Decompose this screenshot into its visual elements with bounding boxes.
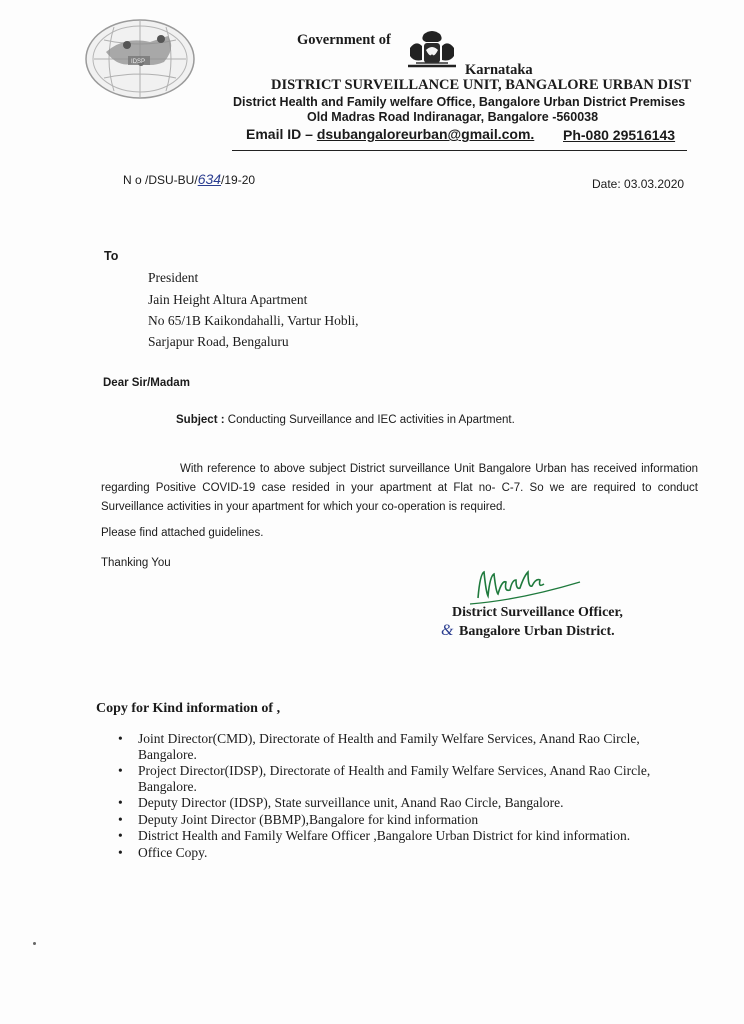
list-item: • Deputy Joint Director (BBMP),Bangalore for kind information bbox=[116, 812, 696, 828]
recipient-line: Jain Height Altura Apartment bbox=[148, 292, 308, 307]
reference-number bbox=[123, 171, 255, 187]
to-label: To bbox=[104, 249, 119, 263]
copy-heading: Copy for Kind information of , bbox=[96, 701, 281, 716]
scan-speck bbox=[33, 942, 36, 945]
recipient-line: President bbox=[148, 270, 199, 285]
body-paragraph: With reference to above subject District surveillance Unit Bangalore Urban has received information regarding Positive COVID-19 case resided in your apartment at Flat no- C-7. So we are required to conduct Surveillance activities in your apartment for which your co-operation is required. bbox=[101, 463, 698, 513]
list-item: • Office Copy. bbox=[116, 845, 696, 861]
list-item: • District Health and Family Welfare Officer ,Bangalore Urban District for kind information. bbox=[116, 828, 696, 844]
letter-date: Date: 03.03.2020 bbox=[592, 177, 685, 191]
signatory-district: Bangalore Urban District. bbox=[459, 624, 615, 639]
header-office-name: District Health and Family welfare Office, Bangalore Urban District Premises bbox=[233, 95, 686, 109]
svg-text:IDSP: IDSP bbox=[131, 59, 146, 65]
reference-suffix: /19-20 bbox=[221, 173, 256, 187]
header-unit-name: DISTRICT SURVEILLANCE UNIT, BANGALORE URBAN DIST bbox=[271, 77, 692, 93]
header-state-name: Karnataka bbox=[465, 62, 533, 78]
handwritten-signature bbox=[460, 562, 586, 608]
copy-list bbox=[116, 731, 696, 861]
attachment-note: Please find attached guidelines. bbox=[101, 527, 264, 539]
idsp-globe-logo bbox=[84, 18, 196, 100]
recipient-line: Sarjapur Road, Bengaluru bbox=[148, 334, 289, 349]
header-email-line bbox=[246, 126, 534, 142]
karnataka-state-emblem-icon bbox=[404, 30, 460, 70]
list-item: • Project Director(IDSP), Directorate of Health and Family Welfare Services, Anand Rao Circle, Bangalore. bbox=[116, 763, 696, 794]
list-item: • Joint Director(CMD), Directorate of Health and Family Welfare Services, Anand Rao Circle, Bangalore. bbox=[116, 731, 696, 762]
reference-handwritten-number: 634 bbox=[197, 171, 222, 187]
closing: Thanking You bbox=[101, 557, 171, 569]
header-divider bbox=[232, 150, 687, 151]
subject-line bbox=[176, 414, 515, 426]
list-item: • Deputy Director (IDSP), State surveillance unit, Anand Rao Circle, Bangalore. bbox=[116, 795, 696, 811]
header-address: Old Madras Road Indiranagar, Bangalore -560038 bbox=[307, 110, 599, 124]
header-email-link[interactable]: dsubangaloreurban@gmail.com. bbox=[316, 126, 535, 142]
subject-text: Conducting Surveillance and IEC activities in Apartment. bbox=[227, 414, 515, 426]
signature-initial-mark: & bbox=[441, 622, 454, 639]
header-government-of: Government of bbox=[297, 32, 391, 48]
reference-prefix: N o /DSU-BU/ bbox=[123, 173, 198, 187]
recipient-line: No 65/1B Kaikondahalli, Vartur Hobli, bbox=[148, 313, 359, 328]
header-phone: Ph-080 29516143 bbox=[563, 127, 676, 143]
subject-label: Subject : bbox=[176, 414, 225, 426]
salutation: Dear Sir/Madam bbox=[103, 377, 190, 389]
header-email-label: Email ID – bbox=[246, 126, 313, 142]
signatory-title: District Surveillance Officer, bbox=[452, 605, 623, 620]
